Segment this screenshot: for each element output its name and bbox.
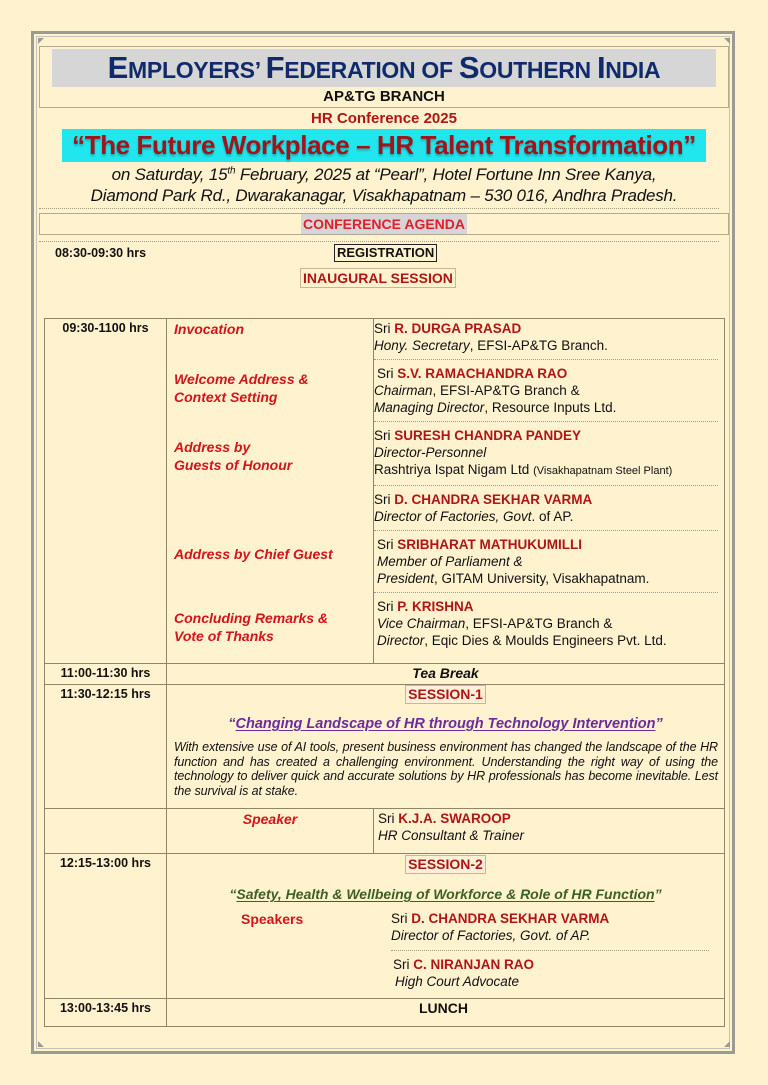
divider: [39, 208, 719, 209]
speaker-org: Rashtriya Ispat Nigam Ltd: [374, 462, 534, 477]
speaker-role: Director of Factories, Govt. of AP.: [391, 928, 591, 943]
org-initial: S: [458, 50, 480, 85]
speaker-divider: [391, 950, 709, 951]
inaugural-session-label: INAUGURAL SESSION: [300, 268, 456, 288]
org-initial: F: [265, 50, 285, 85]
branch-name: AP&TG BRANCH: [323, 88, 445, 105]
speaker-org: , GITAM University, Visakhapatnam.: [434, 571, 650, 586]
session-1-description: With extensive use of AI tools, present business environment has changed the landscape of the HR function and has created a challenging environment. Understanding the right way of using the technology to deliver quick and accurate solutions by HR professionals has become inevitable. Lest the survival is at stake.: [174, 740, 718, 798]
speaker-title: Sri: [374, 492, 395, 507]
frame-corner-ornament: [724, 1041, 730, 1047]
org-word: MPLOYERS’: [128, 57, 266, 83]
table-row-lunch: [45, 999, 725, 1027]
speaker-org: , Resource Inputs Ltd.: [484, 400, 617, 415]
org-initial: E: [107, 50, 129, 85]
speaker-org: , EFSI-AP&TG Branch &: [432, 383, 580, 398]
time-cell-empty: [45, 809, 167, 854]
speaker-title: Sri: [377, 599, 398, 614]
speaker-role: Director-Personnel: [374, 445, 487, 460]
session-2-cell: [167, 854, 725, 999]
session-2-label: SESSION-2: [405, 855, 486, 874]
speaker-role: Chairman: [374, 383, 433, 398]
quote-mark: ”: [655, 716, 663, 732]
activity-label-line: Vote of Thanks: [174, 628, 274, 644]
speaker-entry: [391, 956, 709, 990]
session-1-label: SESSION-1: [405, 685, 486, 704]
activity-chief-guest: [174, 545, 333, 563]
quote-mark: “: [229, 886, 237, 902]
speaker-org: , EFSI-AP&TG Branch &: [465, 616, 613, 631]
agenda-title-box: [39, 213, 729, 235]
speaker-title: Sri: [374, 428, 395, 443]
org-initial: I: [596, 50, 606, 85]
speaker-name: D. CHANDRA SEKHAR VARMA: [394, 492, 593, 507]
speaker-label-cell: [167, 809, 374, 854]
speaker-title: Sri: [377, 537, 398, 552]
time-cell: 13:00-13:45 hrs: [45, 999, 167, 1027]
session-2-topic-text: Safety, Health & Wellbeing of Workforce & Role of HR Function: [236, 886, 655, 902]
speaker-name: K.J.A. SWAROOP: [398, 811, 511, 826]
speaker-name: C. NIRANJAN RAO: [413, 957, 535, 972]
time-cell: 11:00-11:30 hrs: [45, 664, 167, 685]
speaker-role: Director of Factories, Govt: [374, 509, 532, 524]
speaker-entry: [374, 427, 724, 480]
venue-place: February, 2025 at “Pearl”, Hotel Fortune Inn Sree Kanya,: [235, 165, 657, 184]
table-row-session-1-speaker: [45, 809, 725, 854]
speaker-title: Sri: [377, 366, 398, 381]
speaker-title: Sri: [374, 321, 395, 336]
speaker-entry: [374, 491, 724, 525]
org-word: OUTHERN: [479, 57, 597, 83]
session-2-topic: [167, 885, 724, 903]
speaker-role: Member of Parliament &: [377, 554, 523, 569]
venue-details: [39, 164, 729, 206]
speaker-org: , EFSI-AP&TG Branch.: [469, 338, 608, 353]
speaker-org-note: (Visakhapatnam Steel Plant): [533, 465, 673, 477]
activity-label-line: Guests of Honour: [174, 457, 293, 473]
venue-line-1: [39, 164, 729, 185]
speaker-divider: [374, 592, 718, 593]
lunch-cell: [167, 999, 725, 1027]
speaker-role: Hony. Secretary: [374, 338, 470, 353]
org-title: [52, 49, 716, 87]
speaker-divider: [374, 421, 718, 422]
activity-label-line: Welcome Address &: [174, 371, 309, 387]
quote-mark: “: [228, 716, 236, 732]
speaker-role: Director: [377, 633, 425, 648]
session-1-topic: [167, 715, 724, 733]
activity-label-line: Concluding Remarks &: [174, 610, 329, 626]
org-word: EDERATION OF: [284, 57, 459, 83]
table-row-session-1: [45, 685, 725, 809]
conference-name: HR Conference 2025: [311, 110, 457, 127]
speaker-org: , Eqic Dies & Moulds Engineers Pvt. Ltd.: [424, 633, 667, 648]
quote-mark: ”: [654, 886, 662, 902]
lunch-label: LUNCH: [419, 1000, 468, 1016]
speaker-cell: [374, 809, 725, 854]
activity-invocation: [174, 320, 244, 338]
speaker-entry: [378, 810, 724, 844]
speaker-role: High Court Advocate: [395, 974, 520, 989]
time-cell: 09:30-1100 hrs: [45, 319, 167, 664]
speaker-name: D. CHANDRA SEKHAR VARMA: [411, 911, 610, 926]
speaker-role: President: [377, 571, 435, 586]
speaker-title: Sri: [393, 957, 414, 972]
speaker-divider: [374, 485, 718, 486]
speaker-name: SRIBHARAT MATHUKUMILLI: [397, 537, 582, 552]
activity-label-line: Address by: [174, 439, 251, 455]
speaker-entry: [374, 598, 724, 649]
activity-concluding-remarks: [174, 609, 328, 645]
activity-welcome-address: [174, 370, 309, 406]
activity-label-line: Context Setting: [174, 389, 278, 405]
venue-line-2: Diamond Park Rd., Dwarakanagar, Visakhapatnam – 530 016, Andhra Pradesh.: [90, 186, 678, 205]
speaker-entry: [374, 365, 724, 416]
speaker-name: R. DURGA PRASAD: [394, 321, 522, 336]
speaker-name: SURESH CHANDRA PANDEY: [394, 428, 582, 443]
divider: [39, 241, 719, 242]
time-cell: 12:15-13:00 hrs: [45, 854, 167, 999]
speaker-org: . of AP.: [531, 509, 574, 524]
activity-cell: [167, 319, 374, 664]
speaker-label: Speaker: [242, 811, 298, 827]
session-1-topic-text: Changing Landscape of HR through Technology Intervention: [235, 716, 656, 732]
registration-label: REGISTRATION: [334, 244, 437, 262]
agenda-table: [44, 318, 725, 1027]
tea-break-cell: [167, 664, 725, 685]
agenda-title: CONFERENCE AGENDA: [302, 216, 466, 232]
speaker-divider: [374, 359, 718, 360]
speakers-cell: [374, 319, 725, 664]
table-row-tea-break: [45, 664, 725, 685]
speaker-divider: [374, 530, 718, 531]
speaker-entry: [391, 910, 709, 944]
org-word: NDIA: [605, 57, 661, 83]
speaker-name: S.V. RAMACHANDRA RAO: [397, 366, 568, 381]
conference-theme: “The Future Workplace – HR Talent Transformation”: [62, 129, 706, 162]
speaker-title: Sri: [391, 911, 412, 926]
registration-time: 08:30-09:30 hrs: [55, 246, 147, 260]
activity-guests-of-honour: [174, 438, 292, 474]
speaker-role: Managing Director: [374, 400, 485, 415]
tea-break-label: Tea Break: [412, 665, 479, 681]
table-row-session-2: [45, 854, 725, 999]
frame-corner-ornament: [38, 1041, 44, 1047]
activity-label-line: Invocation: [174, 321, 245, 337]
time-cell: 11:30-12:15 hrs: [45, 685, 167, 809]
speaker-name: P. KRISHNA: [397, 599, 474, 614]
activity-label-line: Address by Chief Guest: [174, 546, 333, 562]
frame-corner-ornament: [38, 38, 44, 44]
frame-corner-ornament: [724, 38, 730, 44]
speaker-role: Vice Chairman: [377, 616, 466, 631]
date-suffix: th: [227, 165, 236, 177]
speaker-title: Sri: [378, 811, 399, 826]
session-1-cell: [167, 685, 725, 809]
venue-date: on Saturday, 15: [111, 165, 228, 184]
speakers-label: Speakers: [241, 911, 304, 927]
speaker-entry: [374, 536, 724, 587]
speaker-entry: [374, 320, 724, 354]
speaker-role: HR Consultant & Trainer: [378, 828, 525, 843]
table-row-inaugural: [45, 319, 725, 664]
